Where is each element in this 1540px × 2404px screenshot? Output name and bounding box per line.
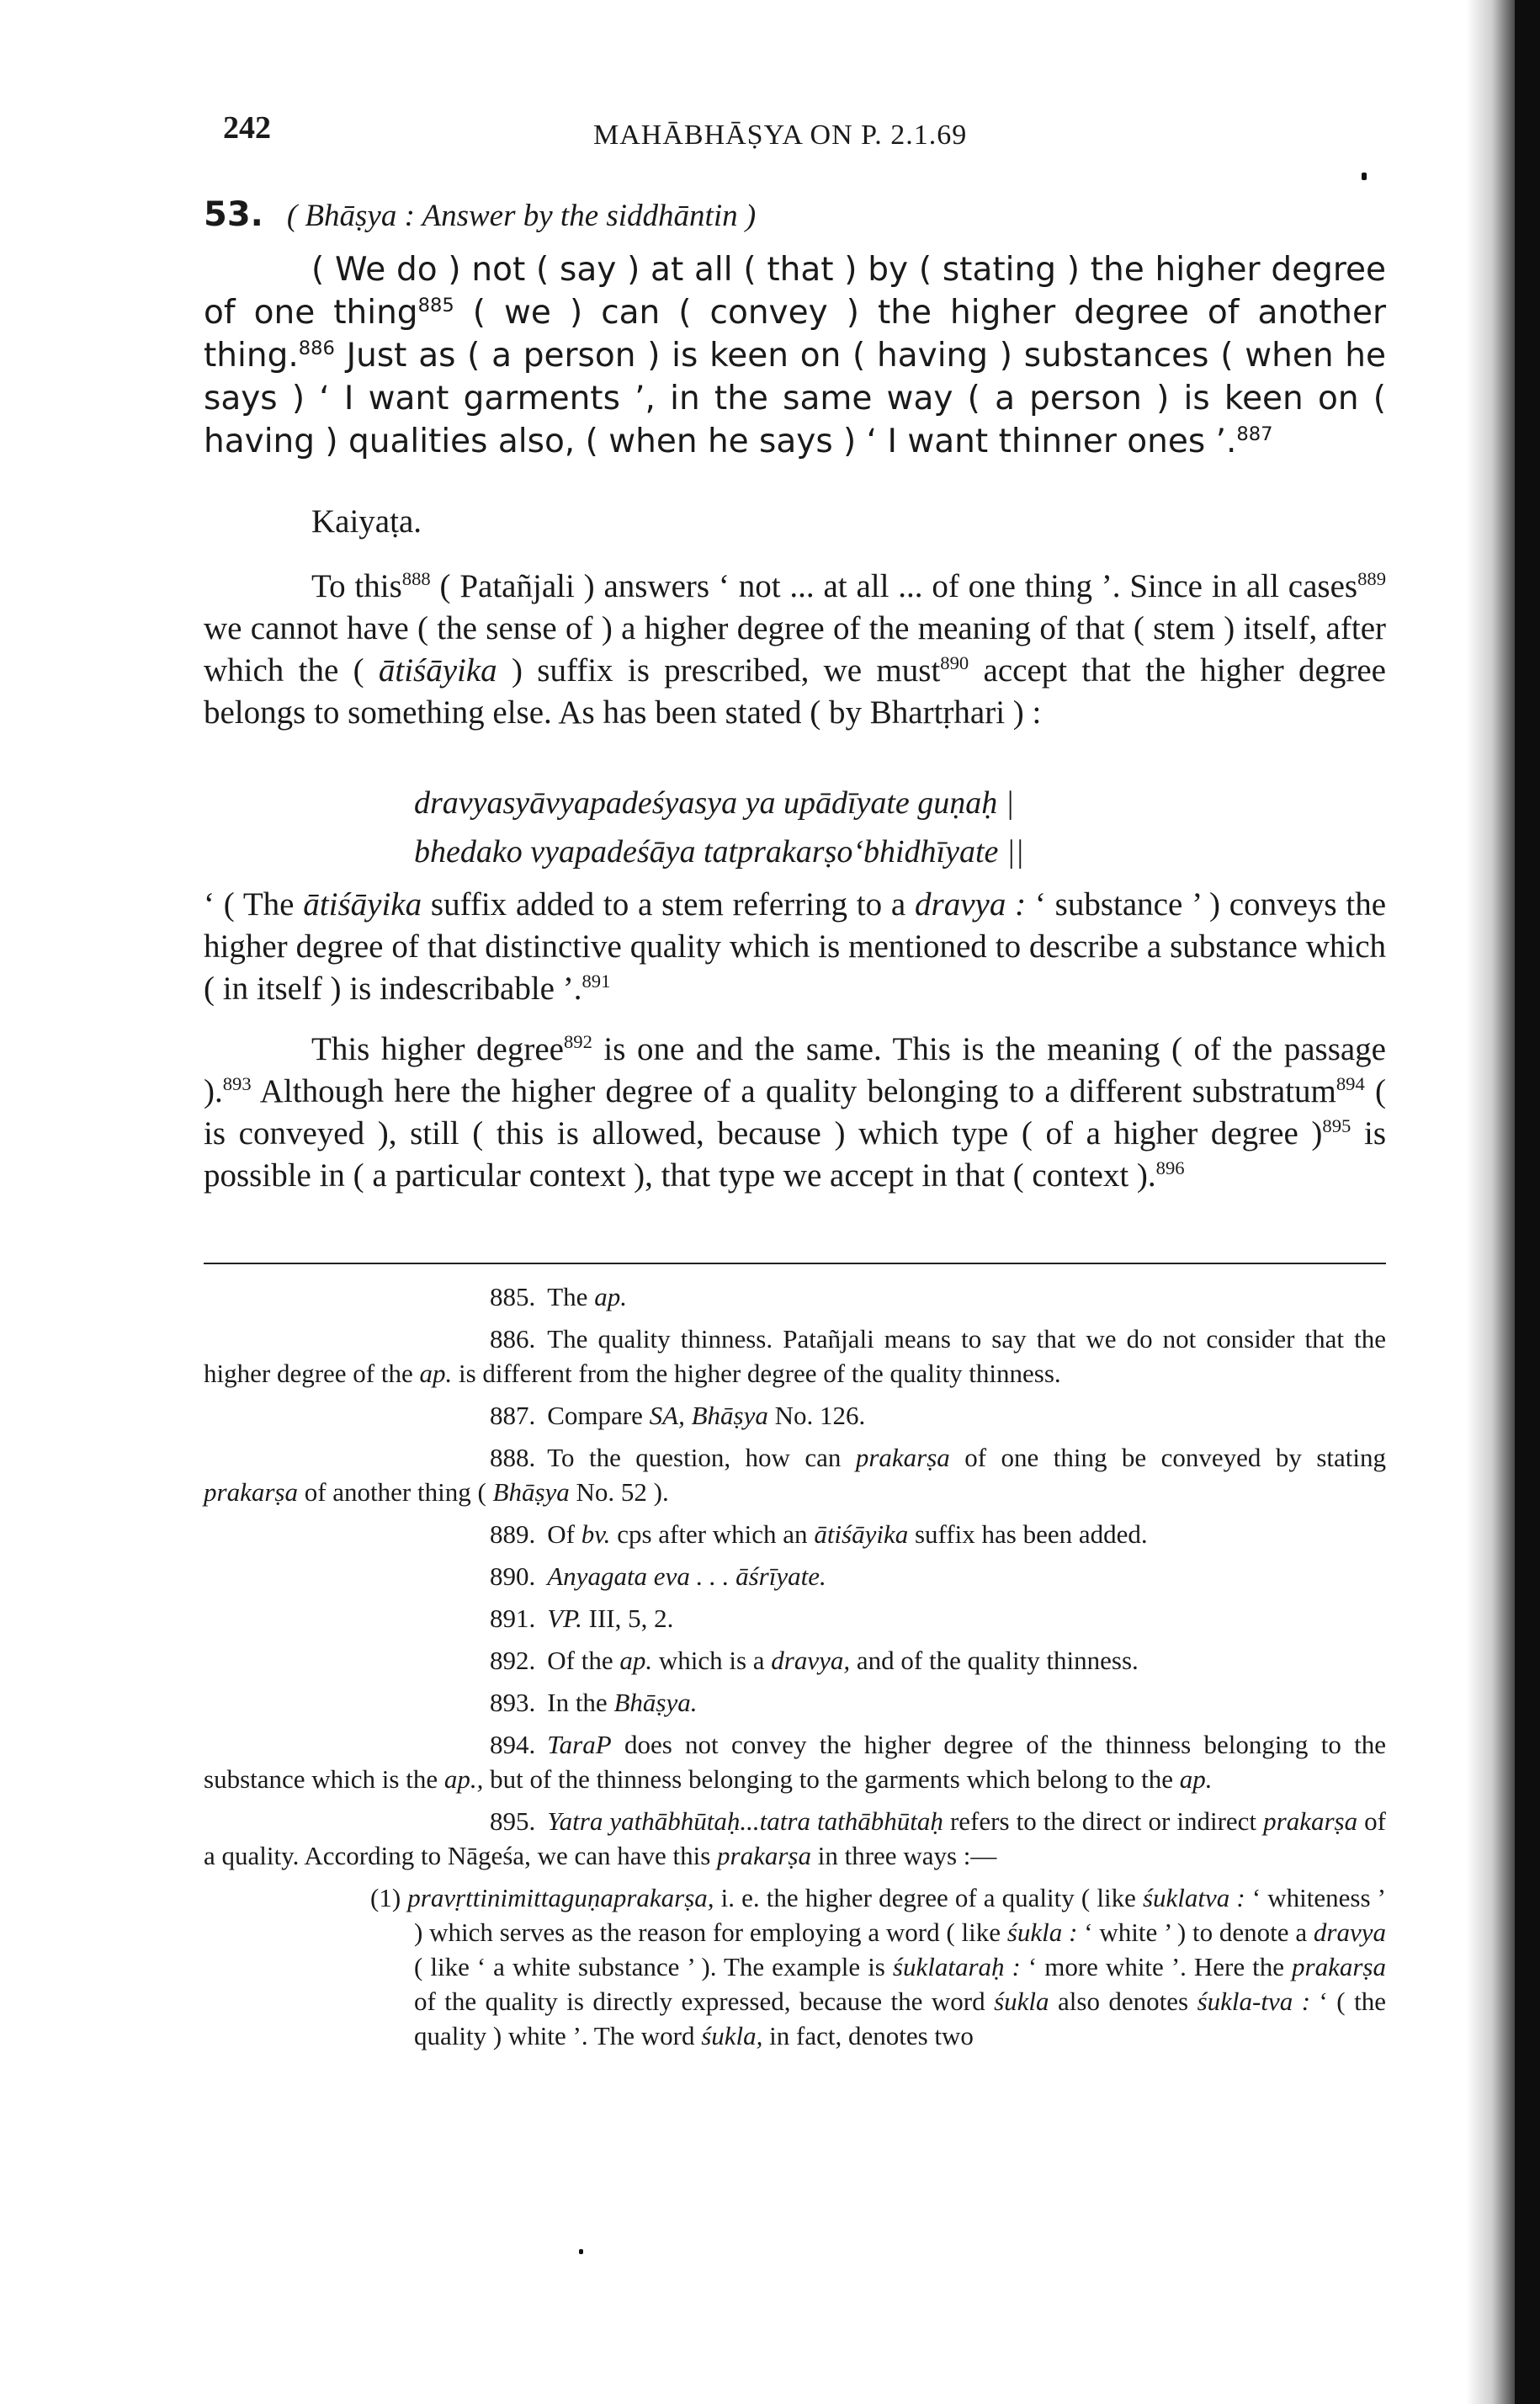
text-run: ‘ ( the quality ) white ’. The word <box>414 1986 1386 2050</box>
footnote-890 <box>204 1559 1386 1593</box>
speck-mark <box>579 2249 583 2254</box>
text-run: accept that the higher degree belongs to something else. As has been stated ( by Bhartṛhari ) : <box>204 652 1386 731</box>
footnote-ref: 888 <box>401 568 431 589</box>
text-run: ( We do ) not ( say ) at all ( that ) by ( stating ) the higher degree of one thing <box>204 251 1386 332</box>
text-run: In the <box>547 1688 614 1717</box>
footnote-ref: 887 <box>1236 423 1273 445</box>
text-run: in three ways :— <box>811 1841 997 1870</box>
footnote-number: 894. <box>490 1730 536 1759</box>
text-run: of a quality. According to Nāgeśa, we can have this <box>204 1806 1387 1870</box>
footnote-ref: 891 <box>581 971 611 992</box>
text-run-italic: prakarṣa <box>204 1477 298 1507</box>
text-run: III, 5, 2. <box>581 1604 674 1633</box>
text-run: also denotes <box>1049 1986 1197 2016</box>
verse-line-2: bhedako vyapadeśāya tatprakarṣo‘bhidhīyate || <box>414 834 1024 870</box>
kaiyata-commentary <box>204 566 1386 734</box>
text-run: which is a <box>652 1646 772 1675</box>
footnote-891 <box>204 1601 1386 1635</box>
text-run: ( like ‘ a white substance ’ ). The example is <box>414 1952 893 1981</box>
text-run: ) suffix is prescribed, we must <box>497 652 941 689</box>
verse-translation <box>204 884 1386 1010</box>
text-run-italic: śuklatva : <box>1142 1883 1245 1912</box>
text-run-italic: śukla-tva : <box>1197 1986 1311 2016</box>
text-run: is possible in ( a particular context ), that type we accept in that ( context ). <box>204 1115 1387 1194</box>
footnote-ref: 886 <box>298 338 335 359</box>
text-run: and of the quality thinness. <box>850 1646 1139 1675</box>
footnotes <box>204 1279 1386 2053</box>
list-marker: (1) <box>370 1883 408 1912</box>
text-run-italic: śuklataraḥ : <box>892 1952 1021 1981</box>
text-run: This higher degree <box>311 1031 564 1067</box>
text-run-italic: Bhāṣya. <box>613 1688 698 1717</box>
text-run: is one and the same. This is the meaning ( of the passage ). <box>204 1031 1386 1109</box>
text-run-italic: prakarṣa <box>717 1841 811 1870</box>
footnote-ref: 894 <box>1336 1073 1365 1094</box>
text-run-italic: prakarṣa <box>855 1443 950 1472</box>
text-run-italic: bv. <box>581 1519 611 1549</box>
text-run-italic: dravya <box>1313 1917 1387 1947</box>
text-run-italic: ātiśāyika <box>814 1519 909 1549</box>
footnote-divider <box>204 1263 1386 1264</box>
text-run-italic: prakarṣa <box>1263 1806 1358 1836</box>
text-run-italic: dravya, <box>771 1646 851 1675</box>
commentary-paragraph <box>204 566 1386 734</box>
footnote-number: 886. <box>490 1324 536 1354</box>
translation-paragraph <box>204 884 1386 1010</box>
speck-mark <box>1362 173 1367 180</box>
footnote-885 <box>204 1279 1386 1314</box>
text-run: cps after which an <box>610 1519 815 1549</box>
text-run: To this <box>311 568 402 604</box>
text-run: Of the <box>547 1646 620 1675</box>
text-run-italic: śukla <box>994 1986 1049 2016</box>
text-run: ‘ more white ’. Here the <box>1020 1952 1293 1981</box>
text-run: refers to the direct or indirect <box>943 1806 1264 1836</box>
text-run: suffix has been added. <box>908 1519 1148 1549</box>
text-run-italic: ātiśāyika <box>378 652 497 689</box>
text-run: No. 126. <box>767 1401 866 1430</box>
footnote-893 <box>204 1685 1386 1720</box>
text-run-italic: ap. <box>1179 1764 1213 1794</box>
footnote-888 <box>204 1440 1386 1509</box>
text-run: we cannot have ( the sense of ) a higher degree of the meaning of that ( stem ) itself, after which the ( <box>204 610 1386 689</box>
text-run-italic: ap., <box>443 1764 484 1794</box>
text-run-italic: śukla, <box>701 2021 763 2050</box>
text-run: suffix added to a stem referring to a <box>422 886 916 923</box>
text-run: Although here the higher degree of a quality belonging to a different substratum <box>251 1073 1336 1109</box>
text-run: of another thing ( <box>297 1477 493 1507</box>
footnote-887 <box>204 1398 1386 1433</box>
footnote-894 <box>204 1727 1386 1796</box>
text-run: i. e. the higher degree of a quality ( like <box>714 1883 1143 1912</box>
text-run: The <box>547 1282 595 1311</box>
text-run-italic: TaraP <box>547 1730 612 1759</box>
footnote-886 <box>204 1322 1386 1391</box>
page-binding-edge <box>1515 0 1540 2404</box>
text-run-italic: ātiśāyika <box>303 886 422 923</box>
text-run: ‘ whiteness ’ ) which serves as the reason for employing a word ( like <box>414 1883 1386 1947</box>
text-run: ( is conveyed ), still ( this is allowed, because ) which type ( of a higher degree ) <box>204 1073 1386 1151</box>
footnote-ref: 889 <box>1357 568 1386 589</box>
footnote-number: 890. <box>490 1561 536 1591</box>
text-run-italic: ap. <box>419 1359 453 1388</box>
text-run-italic: ap. <box>594 1282 627 1311</box>
text-run: ‘ white ’ ) to denote a <box>1077 1917 1314 1947</box>
footnote-ref: 895 <box>1322 1115 1351 1136</box>
text-run: but of the thinness belonging to the garments which belong to the <box>483 1764 1180 1794</box>
text-run-italic: Yatra yathābhūtaḥ...tatra tathābhūtaḥ <box>547 1806 943 1836</box>
running-head: MAHĀBHĀṢYA ON P. 2.1.69 <box>593 120 968 151</box>
footnote-number: 893. <box>490 1688 536 1717</box>
kaiyata-commentary-2 <box>204 1029 1386 1197</box>
text-run-italic: ap. <box>619 1646 653 1675</box>
text-run: The quality thinness. Patañjali means to say that we do not consider that the higher degree of the <box>204 1324 1386 1388</box>
page-number: 242 <box>223 110 271 146</box>
footnote-895 <box>204 1804 1386 1873</box>
text-run: is different from the higher degree of the quality thinness. <box>452 1359 1061 1388</box>
text-run: does not convey the higher degree of the thinness belonging to the substance which is the <box>204 1730 1386 1794</box>
text-run: To the question, how can <box>547 1443 856 1472</box>
text-run: ( we ) can ( convey ) the higher degree of another thing. <box>204 294 1386 375</box>
text-run-italic: śukla : <box>1006 1917 1078 1947</box>
text-run: ‘ ( The <box>204 886 304 923</box>
text-run: No. 52 ). <box>569 1477 669 1507</box>
section-heading <box>204 195 756 234</box>
footnote-ref: 896 <box>1155 1157 1185 1178</box>
text-run: Just as ( a person ) is keen on ( having ) substances ( when he says ) ‘ I want garments ’, in the same way ( a person ) is keen on ( having ) qualities also, ( when he says ) ‘ I want thinner ones ’. <box>204 337 1386 460</box>
footnote-number: 895. <box>490 1806 536 1836</box>
text-run: ( Patañjali ) answers ‘ not ... at all ... of one thing ’. Since in all cases <box>430 568 1358 604</box>
text-run: Compare <box>547 1401 650 1430</box>
text-run: of the quality is directly expressed, because the word <box>414 1986 995 2016</box>
footnote-number: 887. <box>490 1401 536 1430</box>
footnote-number: 892. <box>490 1646 536 1675</box>
footnote-ref: 885 <box>417 295 454 316</box>
footnote-number: 889. <box>490 1519 536 1549</box>
kaiyata-heading: Kaiyaṭa. <box>311 503 422 540</box>
section-number: 53. <box>204 195 263 234</box>
text-run: of one thing be conveyed by stating <box>949 1443 1386 1472</box>
text-run: ‘ substance ’ ) conveys the higher degree of that distinctive quality which is mentioned to describe a substance which ( in itself ) is indescribable ’. <box>204 886 1387 1007</box>
footnote-889 <box>204 1517 1386 1551</box>
footnote-number: 888. <box>490 1443 536 1472</box>
text-run-italic: Anyagata eva . . . āśrīyate. <box>547 1561 826 1591</box>
footnote-ref: 892 <box>563 1031 592 1052</box>
footnote-number: 891. <box>490 1604 536 1633</box>
text-run-italic: Bhāṣya <box>492 1477 570 1507</box>
text-run: Of <box>547 1519 581 1549</box>
verse-line-1: dravyasyāvyapadeśyasya ya upādīyate guṇaḥ | <box>414 785 1015 821</box>
footnote-number: 885. <box>490 1282 536 1311</box>
footnote-895-item-1 <box>370 1880 1386 2053</box>
text-run-italic: prakarṣa <box>1292 1952 1386 1981</box>
text-run-italic: VP. <box>547 1604 582 1633</box>
footnote-ref: 893 <box>222 1073 252 1094</box>
commentary-paragraph <box>204 1029 1386 1197</box>
text-run-italic: dravya : <box>915 886 1027 923</box>
text-run-italic: SA, Bhāṣya <box>649 1401 768 1430</box>
section-title: ( Bhāṣya : Answer by the siddhāntin ) <box>286 199 757 233</box>
footnote-ref: 890 <box>940 652 969 673</box>
text-run-italic: pravṛttinimittaguṇaprakarṣa, <box>407 1883 714 1912</box>
footnote-892 <box>204 1643 1386 1678</box>
bhasya-passage <box>204 248 1386 463</box>
bhasya-paragraph <box>204 248 1386 463</box>
text-run: in fact, denotes two <box>762 2021 974 2050</box>
